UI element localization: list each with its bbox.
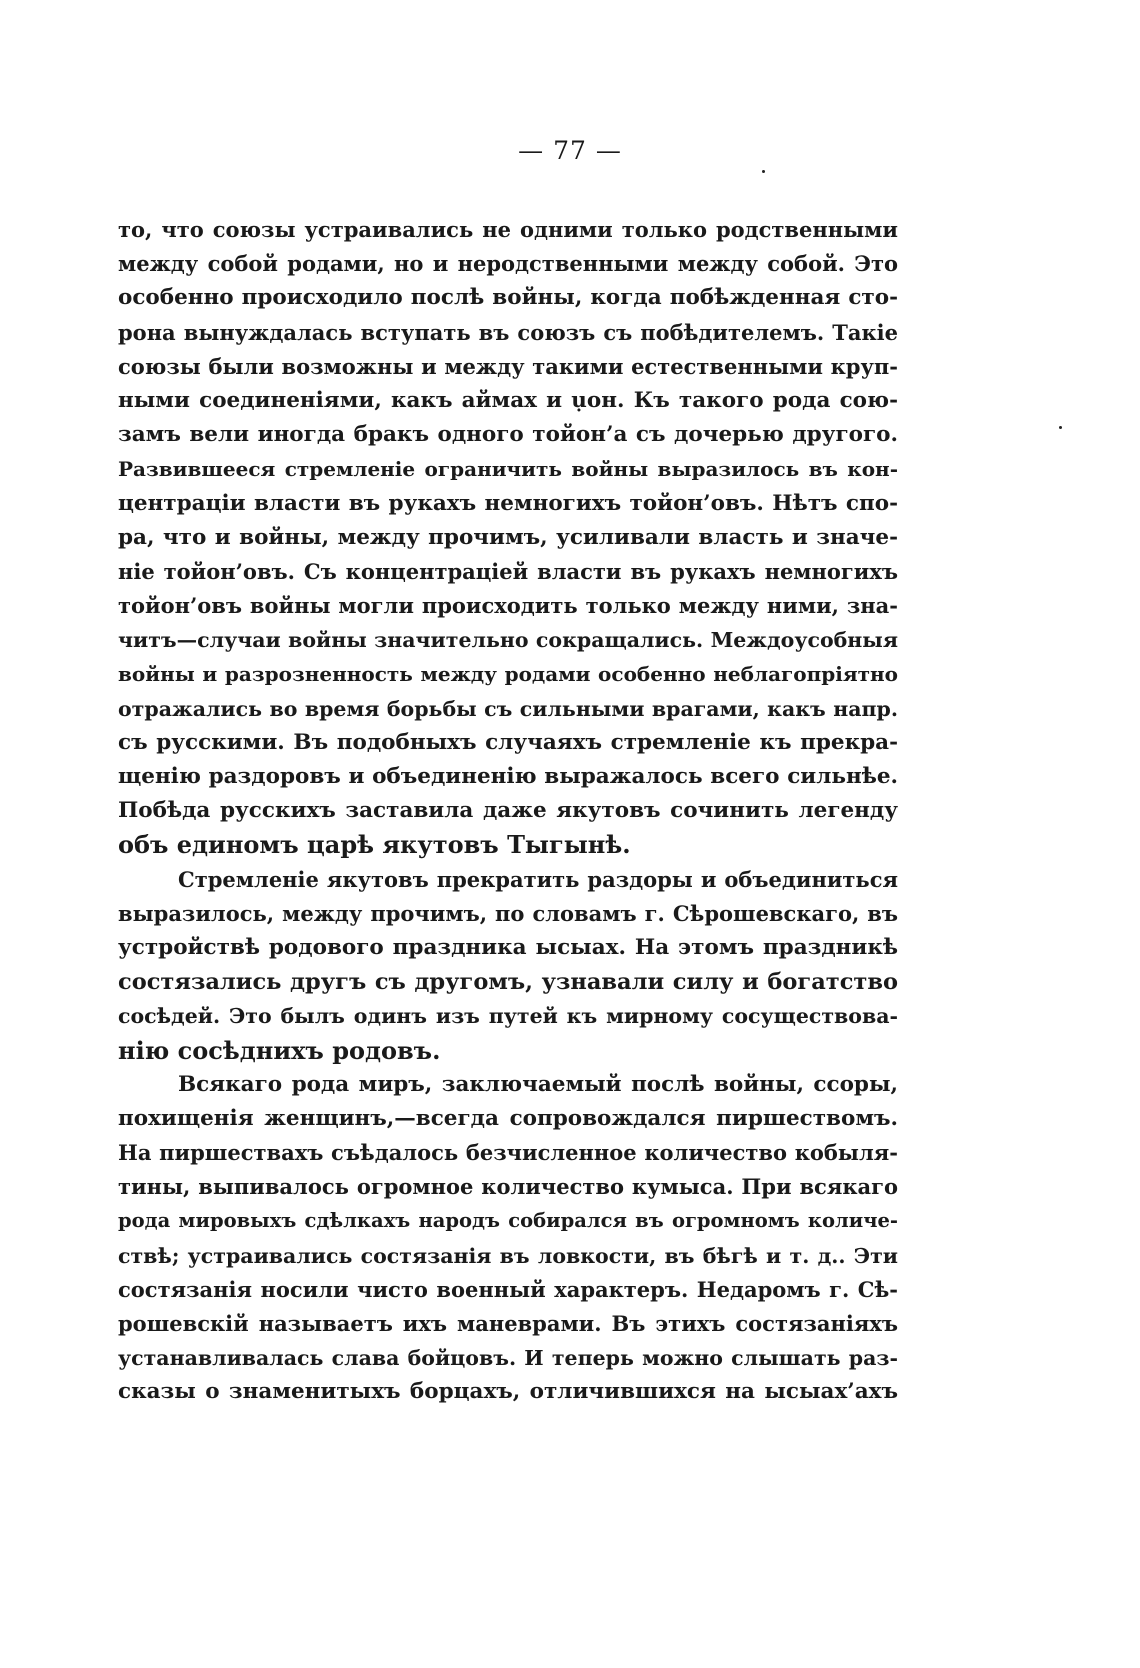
text-line: состязанія носили чисто военный характеръ. Недаромъ г. Сѣ- xyxy=(118,1276,898,1302)
text-line: объ единомъ царѣ якутовъ Тыгынѣ. xyxy=(118,830,631,860)
text-line: рода мировыхъ сдѣлкахъ народъ собирался въ огромномъ количе- xyxy=(118,1209,898,1233)
text-line: сказы о знаменитыхъ борцахъ, отличившихся на ысыах’ахъ xyxy=(118,1379,898,1405)
text-line: сосѣдей. Это былъ одинъ изъ путей къ мирному сосуществова- xyxy=(118,1004,898,1029)
text-line: Развившееся стремленіе ограничить войны выразилось въ кон- xyxy=(118,457,898,482)
text-line: Стремленіе якутовъ прекратить раздоры и объединиться xyxy=(178,866,898,892)
text-line: щенію раздоровъ и объединенію выражалось всего сильнѣе. xyxy=(118,764,898,789)
text-line: то, что союзы устраивались не одними только родственными xyxy=(118,217,898,242)
text-line: между собой родами, но и неродственными между собой. Это xyxy=(118,251,898,277)
text-line: отражались во время борьбы съ сильными врагами, какъ напр. xyxy=(118,696,898,721)
text-line: тойон’овъ войны могли происходить только между ними, зна- xyxy=(118,593,898,619)
text-line: ными соединеніями, какъ аймах и ụон. Къ такого рода сою- xyxy=(118,387,898,413)
text-line: ра, что и войны, между прочимъ, усиливали власть и значе- xyxy=(118,524,898,550)
ink-speck xyxy=(762,170,765,173)
text-line: На пиршествахъ съѣдалось безчисленное количество кобыля- xyxy=(118,1140,898,1166)
text-line: ніе тойон’овъ. Съ концентраціей власти въ рукахъ немногихъ xyxy=(118,558,898,584)
text-line: нію сосѣднихъ родовъ. xyxy=(118,1035,441,1065)
text-line: съ русскими. Въ подобныхъ случаяхъ стремленіе къ прекра- xyxy=(118,729,898,755)
text-line: читъ—случаи войны значительно сокращались. Междоусобныя xyxy=(118,628,898,653)
text-line: Всякаго рода миръ, заключаемый послѣ войны, ссоры, xyxy=(178,1071,898,1097)
text-line: тины, выпивалось огромное количество кумыса. При всякаго xyxy=(118,1174,898,1200)
text-line: Побѣда русскихъ заставила даже якутовъ сочинить легенду xyxy=(118,798,898,824)
text-line: рона вынуждалась вступать въ союзъ съ побѣдителемъ. Такіе xyxy=(118,319,898,345)
text-line: устанавливалась слава бойцовъ. И теперь можно слышать раз- xyxy=(118,1346,898,1371)
text-line: выразилось, между прочимъ, по словамъ г. Сѣрошевскаго, въ xyxy=(118,900,898,926)
text-line: центраціи власти въ рукахъ немногихъ тойон’овъ. Нѣтъ спо- xyxy=(118,490,898,516)
text-line: союзы были возможны и между такими естественными круп- xyxy=(118,353,898,379)
text-line: ствѣ; устраивались состязанія въ ловкости, въ бѣгѣ и т. д.. Эти xyxy=(118,1243,898,1268)
body-text xyxy=(118,213,898,1410)
page-number: — 77 — xyxy=(518,136,622,165)
text-line: состязались другъ съ другомъ, узнавали силу и богатство xyxy=(118,969,898,996)
text-line: устройствѣ родового праздника ысыах. На этомъ праздникѣ xyxy=(118,934,898,960)
ink-speck xyxy=(1059,426,1062,429)
text-line: войны и разрозненность между родами особенно неблагопріятно xyxy=(118,662,898,687)
text-line: похищенія женщинъ,—всегда сопровождался пиршествомъ. xyxy=(118,1105,898,1131)
text-line: рошевскій называетъ ихъ маневрами. Въ этихъ состязаніяхъ xyxy=(118,1311,898,1336)
text-line: замъ вели иногда бракъ одного тойон’а съ дочерью другого. xyxy=(118,422,898,448)
text-line: особенно происходило послѣ войны, когда побѣжденная сто- xyxy=(118,285,898,311)
